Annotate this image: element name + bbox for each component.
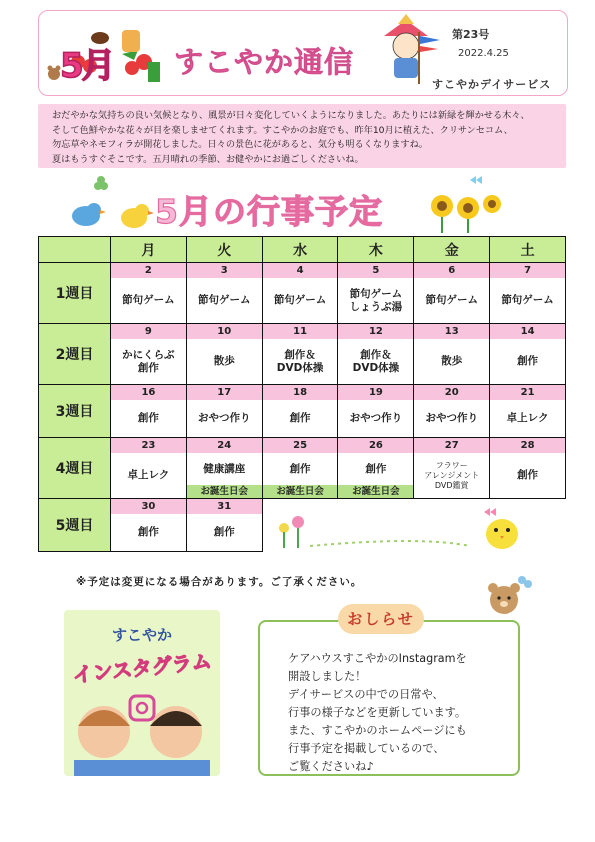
calendar-header-row — [39, 237, 566, 263]
week-label: 3週目 — [39, 385, 111, 438]
calendar-cell-wed — [262, 438, 338, 499]
event-text — [414, 278, 489, 323]
week-label: 2週目 — [39, 324, 111, 385]
event-line: 創作 — [517, 469, 539, 481]
event-text — [187, 514, 262, 551]
event-text — [263, 400, 338, 437]
calendar-cell-fri — [414, 385, 490, 438]
day-header-fri: 金 — [414, 237, 490, 263]
schedule-change-note: ※予定は変更になる場合があります。ご了承ください。 — [76, 576, 363, 588]
day-number: 7 — [490, 263, 565, 278]
calendar-cell-mon — [111, 263, 187, 324]
day-number: 31 — [187, 499, 262, 514]
week-row — [39, 385, 566, 438]
event-line: 節句ゲーム — [425, 294, 478, 306]
day-number: 5 — [338, 263, 413, 278]
day-header-thu: 木 — [338, 237, 414, 263]
event-text — [187, 278, 262, 323]
event-text — [338, 453, 413, 485]
day-header-sat: 土 — [490, 237, 566, 263]
calendar-cell-tue — [186, 263, 262, 324]
day-number: 25 — [263, 438, 338, 453]
instagram-icon — [130, 696, 154, 720]
event-text — [490, 278, 565, 323]
day-number: 14 — [490, 324, 565, 339]
birds-illustration — [62, 176, 162, 232]
event-text — [111, 453, 186, 498]
intro-line: 夏はもうすぐそこです。五月晴れの季節、お健やかにお過ごしくださいね。 — [52, 153, 364, 165]
birthday-party-label: お誕生日会 — [263, 485, 338, 498]
event-line: 卓上レク — [506, 412, 549, 424]
notice-line: 開設しました！ — [288, 670, 367, 683]
day-number: 9 — [111, 324, 186, 339]
event-text — [490, 339, 565, 384]
calendar-cell-sat — [490, 324, 566, 385]
event-line: 創作 — [137, 526, 159, 538]
event-line: DVD鑑賞 — [434, 480, 469, 490]
instagram-brand-label: すこやか — [111, 626, 172, 644]
day-number: 30 — [111, 499, 186, 514]
event-text — [338, 400, 413, 437]
event-line: おやつ作り — [197, 412, 251, 424]
week-label: 1週目 — [39, 263, 111, 324]
event-text — [187, 453, 262, 485]
intro-text — [38, 104, 566, 168]
calendar-corner — [39, 237, 111, 263]
event-text — [111, 339, 186, 384]
day-number: 21 — [490, 385, 565, 400]
day-number: 27 — [414, 438, 489, 453]
month-badge: 5月 — [60, 46, 114, 86]
event-line: おやつ作り — [349, 412, 403, 424]
week-label: 4週目 — [39, 438, 111, 499]
day-number: 26 — [338, 438, 413, 453]
event-text — [111, 514, 186, 551]
day-number: 18 — [263, 385, 338, 400]
birthday-party-label: お誕生日会 — [338, 485, 413, 498]
event-text — [263, 278, 338, 323]
events-calendar — [38, 236, 566, 552]
calendar-cell-thu — [338, 385, 414, 438]
event-line: 創作＆ — [284, 348, 316, 361]
calendar-cell-sat — [490, 385, 566, 438]
event-text — [338, 339, 413, 384]
day-number: 3 — [187, 263, 262, 278]
calendar-cell-wed — [262, 385, 338, 438]
event-line: 創作＆ — [360, 348, 392, 361]
calendar-cell-tue — [186, 499, 262, 552]
calendar-cell-fri — [414, 438, 490, 499]
event-line: おやつ作り — [425, 412, 478, 424]
calendar-cell-tue — [186, 385, 262, 438]
event-line: DVD体操 — [276, 361, 324, 374]
day-number: 6 — [414, 263, 489, 278]
week-row — [39, 438, 566, 499]
event-text — [187, 400, 262, 437]
event-text — [414, 400, 489, 437]
week-row — [39, 263, 566, 324]
organization-name: すこやかデイサービス — [432, 78, 552, 91]
notice-line: ご覧くださいね♪ — [288, 760, 374, 773]
day-header-wed: 水 — [262, 237, 338, 263]
event-line: 創作 — [289, 412, 311, 424]
calendar-cell-fri — [414, 263, 490, 324]
calendar-cell-thu — [338, 438, 414, 499]
notice-title: おしらせ — [338, 604, 424, 634]
day-header-tue: 火 — [186, 237, 262, 263]
event-line: 節句ゲーム — [273, 294, 327, 306]
sunflowers-illustration — [424, 176, 504, 234]
day-number: 28 — [490, 438, 565, 453]
day-number: 4 — [263, 263, 338, 278]
calendar-cell-tue — [186, 438, 262, 499]
event-text — [111, 278, 186, 323]
day-number: 16 — [111, 385, 186, 400]
people-illustration — [64, 686, 220, 776]
day-number: 12 — [338, 324, 413, 339]
notice-line: 行事の様子などを更新しています。 — [288, 706, 467, 719]
calendar-cell-thu — [338, 324, 414, 385]
day-number: 2 — [111, 263, 186, 278]
day-number: 10 — [187, 324, 262, 339]
event-line: しょうぶ湯 — [349, 300, 403, 313]
event-line: 創作 — [137, 361, 159, 374]
event-line: 創作 — [213, 526, 235, 538]
calendar-cell-tue — [186, 324, 262, 385]
day-number: 13 — [414, 324, 489, 339]
event-line: 創作 — [137, 412, 159, 424]
week-label: 5週目 — [39, 499, 111, 552]
calendar-cell-fri — [414, 324, 490, 385]
issue-date: 2022.4.25 — [458, 48, 509, 59]
event-line: 健康講座 — [203, 462, 246, 475]
calendar-cell-mon — [111, 499, 187, 552]
event-text — [187, 339, 262, 384]
day-number: 24 — [187, 438, 262, 453]
event-line: 節句ゲーム — [501, 294, 554, 306]
day-number: 11 — [263, 324, 338, 339]
intro-line: おだやかな気持ちの良い気候となり、風景が日々変化していくようになりました。あたりには新緑を輝かせる木々、 — [52, 110, 530, 121]
week-row — [39, 324, 566, 385]
birthday-party-label: お誕生日会 — [187, 485, 262, 498]
event-line: 節句ゲーム — [197, 294, 251, 306]
event-text — [263, 453, 338, 485]
calendar-cell-sat — [490, 438, 566, 499]
event-line: 散歩 — [213, 355, 235, 367]
calendar-cell-mon — [111, 324, 187, 385]
event-text — [490, 453, 565, 498]
event-line: 卓上レク — [127, 469, 170, 481]
calendar-cell-mon — [111, 438, 187, 499]
instagram-card — [64, 610, 220, 776]
notice-line: 行事予定を掲載しているので、 — [288, 742, 445, 755]
day-number: 19 — [338, 385, 413, 400]
event-line: 節句ゲーム — [122, 294, 175, 306]
event-text — [414, 339, 489, 384]
notice-line: デイサービスの中での日常や、 — [288, 688, 444, 701]
day-number: 17 — [187, 385, 262, 400]
intro-line: 勿忘草やネモフィラが開花しました。日々の景色に花があると、気分も明るくなりますね。 — [52, 139, 428, 151]
event-line: 創作 — [365, 462, 387, 475]
notice-line: また、すこやかのホームページにも — [288, 724, 467, 737]
bear-illustration — [478, 570, 534, 626]
day-header-mon: 月 — [111, 237, 187, 263]
calendar-cell-mon — [111, 385, 187, 438]
event-text — [111, 400, 186, 437]
event-text — [414, 453, 489, 498]
event-text — [263, 339, 338, 384]
notice-line: ケアハウスすこやかのInstagramを — [288, 652, 467, 665]
event-line: 創作 — [289, 462, 311, 475]
event-text — [338, 278, 413, 323]
calendar-cell-wed — [262, 263, 338, 324]
event-line: かにくらぶ — [122, 348, 175, 361]
calendar-cell-thu — [338, 263, 414, 324]
calendar-cell-sat — [490, 263, 566, 324]
notice-box — [258, 620, 520, 776]
events-title: 5月の行事予定 — [155, 192, 383, 231]
intro-line: そして色鮮やかな花々が目を楽しませてくれます。すこやかのお庭でも、昨年10月に植えた、クリサンセコム、 — [52, 124, 513, 136]
event-line: 散歩 — [441, 355, 463, 367]
event-line: 節句ゲーム — [349, 287, 403, 300]
day-number: 20 — [414, 385, 489, 400]
newsletter-title: すこやか通信 — [174, 45, 355, 79]
instagram-word: インスタグラム — [71, 648, 213, 688]
event-line: フラワー — [435, 460, 468, 470]
event-line: 創作 — [517, 355, 539, 367]
event-line: アレンジメント — [424, 470, 480, 480]
issue-number: 第23号 — [452, 28, 490, 41]
calendar-cell-wed — [262, 324, 338, 385]
tulips-chick-illustration — [270, 506, 562, 556]
event-text — [490, 400, 565, 437]
day-number: 23 — [111, 438, 186, 453]
event-line: DVD体操 — [352, 361, 400, 374]
